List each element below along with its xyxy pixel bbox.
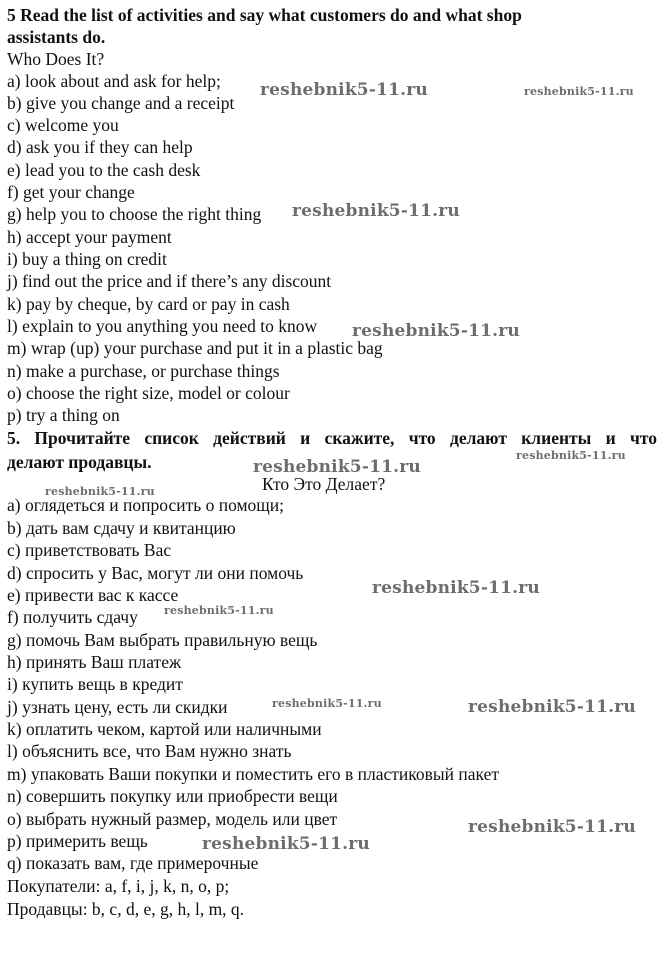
russian-item-g: g) помочь Вам выбрать правильную вещь	[7, 630, 318, 650]
english-heading-line-1: 5 Read the list of activities and say what customers do and what shop	[7, 5, 522, 25]
english-item-d: d) ask you if they can help	[7, 137, 193, 157]
russian-item-a: a) оглядеться и попросить о помощи;	[7, 495, 285, 515]
russian-item-i: i) купить вещь в кредит	[7, 674, 183, 694]
watermark: reshebnik5-11.ru	[253, 457, 421, 477]
english-item-f: f) get your change	[7, 182, 135, 202]
russian-item-c: c) приветствовать Вас	[7, 540, 172, 560]
english-item-j: j) find out the price and if there’s any discount	[7, 271, 332, 291]
english-item-o: o) choose the right size, model or colour	[7, 383, 290, 403]
watermark: reshebnik5-11.ru	[164, 604, 274, 617]
russian-heading-line-2: делают продавцы.	[7, 452, 152, 472]
watermark: reshebnik5-11.ru	[372, 578, 540, 598]
english-item-g: g) help you to choose the right thing	[7, 204, 262, 224]
russian-item-b: b) дать вам сдачу и квитанцию	[7, 518, 236, 538]
watermark: reshebnik5-11.ru	[516, 449, 626, 462]
english-item-i: i) buy a thing on credit	[7, 249, 167, 269]
russian-item-j: j) узнать цену, есть ли скидки	[7, 697, 228, 717]
english-item-h: h) accept your payment	[7, 227, 172, 247]
watermark: reshebnik5-11.ru	[202, 834, 370, 854]
english-heading-line-2: assistants do.	[7, 27, 106, 47]
watermark: reshebnik5-11.ru	[45, 485, 155, 498]
english-item-m: m) wrap (up) your purchase and put it in a plastic bag	[7, 338, 383, 358]
watermark: reshebnik5-11.ru	[352, 321, 520, 341]
watermark: reshebnik5-11.ru	[524, 85, 634, 98]
russian-subtitle: Кто Это Делает?	[262, 474, 386, 494]
watermark: reshebnik5-11.ru	[292, 201, 460, 221]
russian-item-h: h) принять Ваш платеж	[7, 652, 182, 672]
english-item-l: l) explain to you anything you need to know	[7, 316, 318, 336]
assistants-answer: Продавцы: b, c, d, e, g, h, l, m, q.	[7, 899, 245, 919]
watermark: reshebnik5-11.ru	[260, 80, 428, 100]
russian-item-l: l) объяснить все, что Вам нужно знать	[7, 741, 292, 761]
russian-item-m: m) упаковать Ваши покупки и поместить его в пластиковый пакет	[7, 764, 500, 784]
watermark: reshebnik5-11.ru	[272, 697, 382, 710]
english-item-c: c) welcome you	[7, 115, 119, 135]
russian-item-p: p) примерить вещь	[7, 831, 148, 851]
english-item-e: e) lead you to the cash desk	[7, 160, 201, 180]
russian-heading-line-1: 5. Прочитайте список действий и скажите, что делают клиенты и что	[7, 428, 657, 448]
english-item-p: p) try a thing on	[7, 405, 120, 425]
russian-item-e: e) привести вас к кассе	[7, 585, 179, 605]
watermark: reshebnik5-11.ru	[468, 817, 636, 837]
english-subtitle: Who Does It?	[7, 49, 105, 69]
watermark: reshebnik5-11.ru	[468, 697, 636, 717]
english-item-a: a) look about and ask for help;	[7, 71, 221, 91]
russian-item-d: d) спросить у Вас, могут ли они помочь	[7, 563, 304, 583]
english-item-b: b) give you change and a receipt	[7, 93, 235, 113]
english-item-k: k) pay by cheque, by card or pay in cash	[7, 294, 290, 314]
english-item-n: n) make a purchase, or purchase things	[7, 361, 280, 381]
russian-item-o: o) выбрать нужный размер, модель или цвет	[7, 809, 338, 829]
russian-item-n: n) совершить покупку или приобрести вещи	[7, 786, 338, 806]
russian-item-q: q) показать вам, где примерочные	[7, 853, 259, 873]
russian-item-f: f) получить сдачу	[7, 607, 138, 627]
customers-answer: Покупатели: a, f, i, j, k, n, o, p;	[7, 876, 230, 896]
russian-item-k: k) оплатить чеком, картой или наличными	[7, 719, 322, 739]
